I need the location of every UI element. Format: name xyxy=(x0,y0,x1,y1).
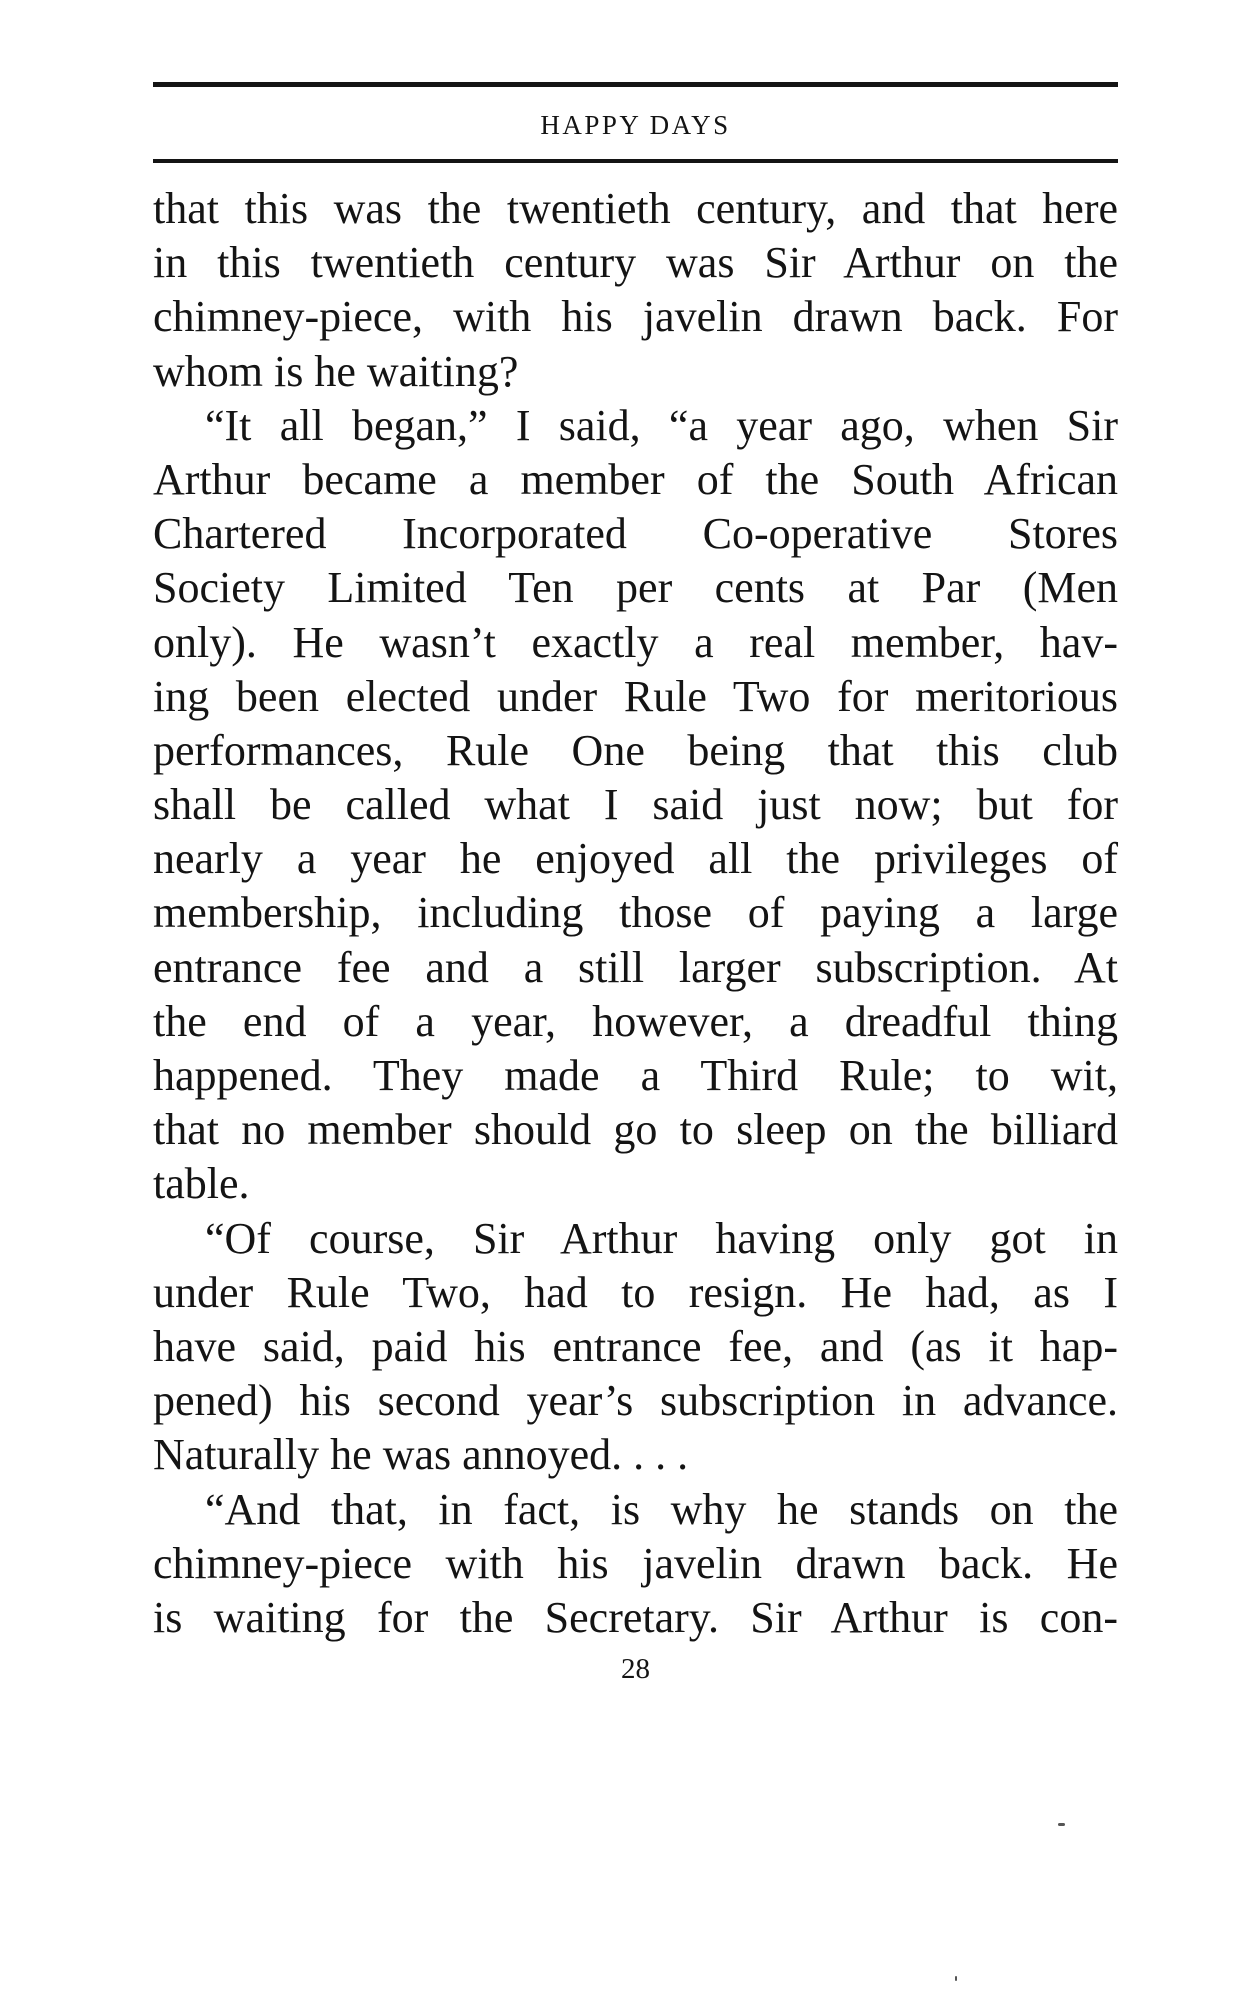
text-line: the end of a year, however, a dreadful thing xyxy=(153,996,1118,1046)
text-line: nearly a year he enjoyed all the privileges of xyxy=(153,834,1118,884)
text-line: chimney-piece, with his javelin drawn back. For xyxy=(153,292,1118,342)
text-line: pened) his second year’s subscription in advance. xyxy=(153,1376,1118,1426)
text-line: Naturally he was annoyed. . . . xyxy=(153,1430,689,1480)
text-line: that no member should go to sleep on the billiard xyxy=(153,1105,1118,1155)
text-line: table. xyxy=(153,1159,250,1209)
running-head: HAPPY DAYS xyxy=(540,110,731,140)
text-line: shall be called what I said just now; but for xyxy=(153,780,1118,830)
text-line: ing been elected under Rule Two for meritorious xyxy=(153,671,1118,721)
text-line: under Rule Two, had to resign. He had, as I xyxy=(153,1267,1118,1317)
text-line: “And that, in fact, is why he stands on the xyxy=(205,1484,1118,1534)
text-line: “Of course, Sir Arthur having only got in xyxy=(205,1213,1118,1263)
text-line: membership, including those of paying a large xyxy=(153,888,1118,938)
header-rule-top xyxy=(153,82,1118,87)
print-speck xyxy=(955,1976,957,1981)
header-rule-bottom xyxy=(153,159,1118,163)
text-line: performances, Rule One being that this club xyxy=(153,725,1118,775)
text-line: is waiting for the Secretary. Sir Arthur is con- xyxy=(153,1592,1118,1642)
text-line: in this twentieth century was Sir Arthur on the xyxy=(153,238,1118,288)
text-line: entrance fee and a still larger subscription. At xyxy=(153,942,1118,992)
text-line: have said, paid his entrance fee, and (as it hap- xyxy=(153,1321,1118,1371)
text-line: that this was the twentieth century, and that here xyxy=(153,184,1118,233)
page-number: 28 xyxy=(621,1653,650,1685)
text-line: Chartered Incorporated Co-operative Stores xyxy=(153,509,1118,559)
print-speck xyxy=(1058,1823,1065,1826)
text-line: Society Limited Ten per cents at Par (Men xyxy=(153,563,1118,613)
text-line: only). He wasn’t exactly a real member, hav- xyxy=(153,617,1118,667)
text-line: whom is he waiting? xyxy=(153,346,519,396)
text-line: “It all began,” I said, “a year ago, when Sir xyxy=(205,400,1118,450)
body-text xyxy=(153,182,1118,1645)
text-line: chimney-piece with his javelin drawn back. He xyxy=(153,1538,1118,1588)
text-line: happened. They made a Third Rule; to wit, xyxy=(153,1051,1118,1100)
text-line: Arthur became a member of the South African xyxy=(153,454,1118,504)
